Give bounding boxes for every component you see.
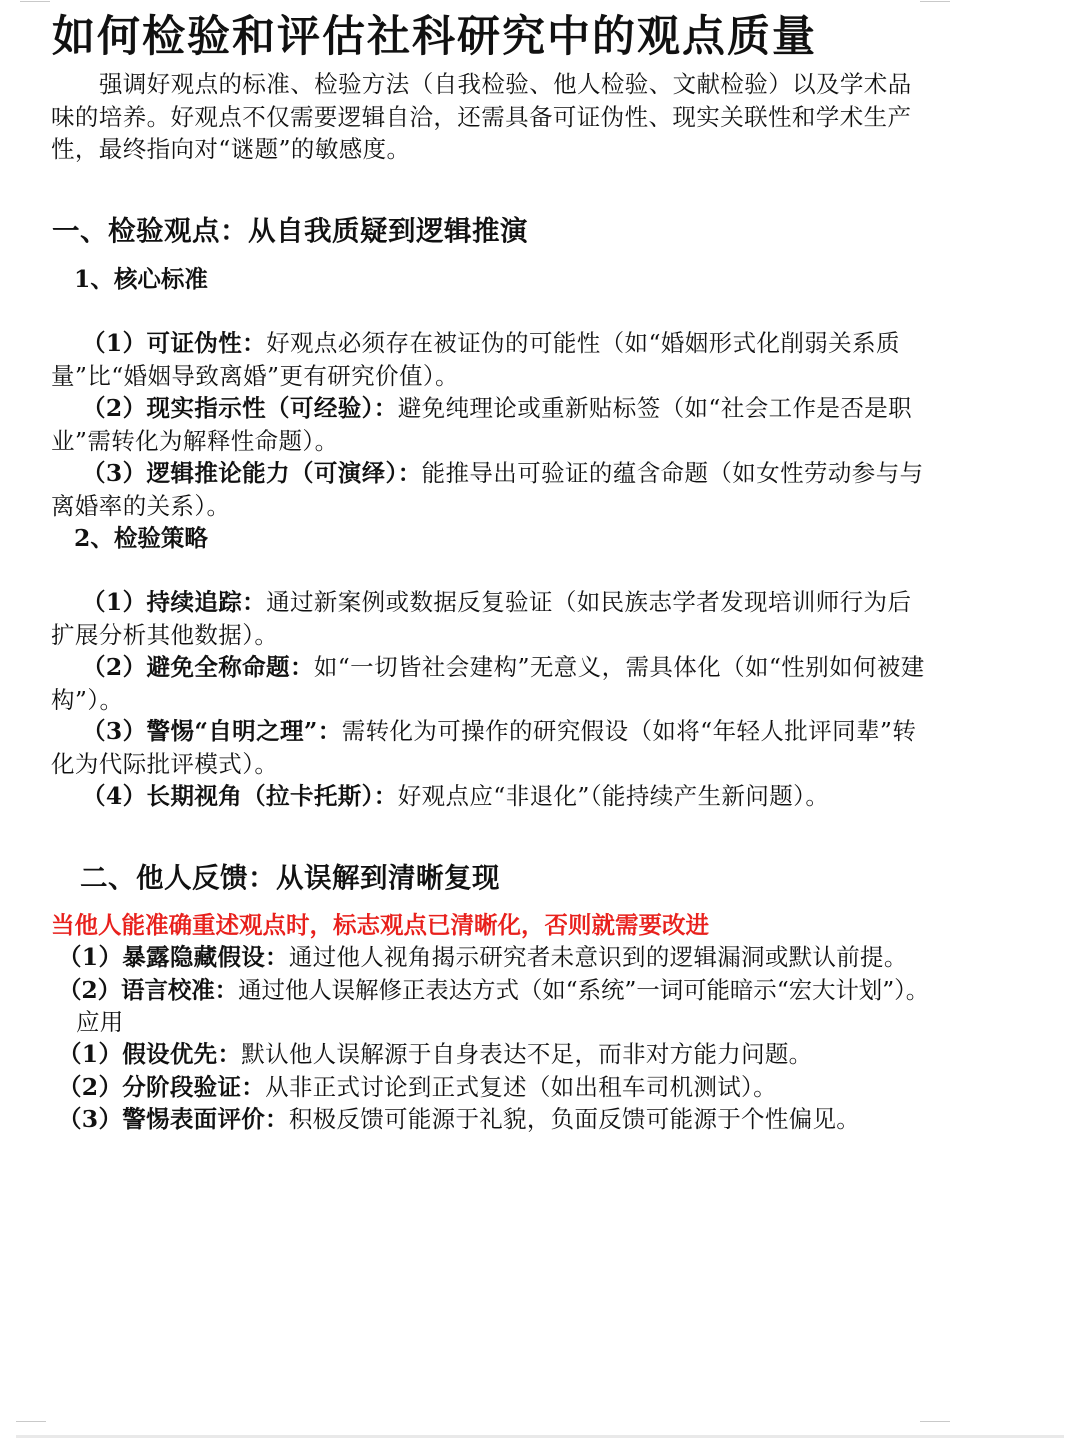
item-label: （1）可证伪性： xyxy=(82,329,267,357)
item-text: 通过他人误解修正表达方式（如“系统”一词可能暗示“宏大计划”）。 xyxy=(238,976,930,1004)
item-label: （1）持续追踪： xyxy=(82,588,267,616)
list-item xyxy=(51,392,931,457)
item-text: 通过他人视角揭示研究者未意识到的逻辑漏洞或默认前提。 xyxy=(288,943,908,971)
section1-heading: 一、检验观点：从自我质疑到逻辑推演 xyxy=(52,215,528,247)
item-label: （3）警惕“自明之理”： xyxy=(82,717,342,745)
intro-paragraph: 强调好观点的标准、检验方法（自我检验、他人检验、文献检验）以及学术品味的培养。好观点不仅需要逻辑自洽，还需具备可证伪性、现实关联性和学术生产性，最终指向对“谜题”的敏感度。 xyxy=(51,70,912,163)
document-title: 如何检验和评估社科研究中的观点质量 xyxy=(52,12,817,62)
crop-mark xyxy=(920,1420,950,1422)
item-text: 通过新案例或数据反复验证（如民族志学者发现培训师行为后扩展分析其他数据）。 xyxy=(51,588,912,649)
list-item xyxy=(51,327,931,392)
item-label: （2）避免全称命题： xyxy=(82,653,314,681)
list-item xyxy=(51,780,931,813)
list-item xyxy=(51,651,931,716)
item-text: 从非正式讨论到正式复述（如出租车司机测试）。 xyxy=(265,1073,777,1101)
item-label: （3）警惕表面评价： xyxy=(58,1105,289,1133)
item-text: 好观点应“非退化”（能持续产生新问题）。 xyxy=(397,782,830,810)
list-item xyxy=(51,457,931,522)
item-text: 默认他人误解源于自身表达不足，而非对方能力问题。 xyxy=(241,1040,813,1068)
list-item xyxy=(58,974,929,1007)
item-label: （1）假设优先： xyxy=(58,1040,242,1068)
item-label: （4）长期视角（拉卡托斯）： xyxy=(82,782,398,810)
item-text: 需转化为可操作的研究假设（如将“年轻人批评同辈”转化为代际批评模式）。 xyxy=(51,717,917,778)
crop-mark xyxy=(20,0,50,2)
list-item xyxy=(58,1071,777,1104)
crop-mark xyxy=(920,0,950,2)
section2-heading: 二、他人反馈：从误解到清晰复现 xyxy=(80,862,500,894)
section1-sub1-heading: 1、核心标准 xyxy=(74,265,208,293)
crop-mark xyxy=(16,1420,46,1422)
list-item xyxy=(51,586,931,651)
item-label: （2）现实指示性（可经验）： xyxy=(82,394,398,422)
item-text: 能推导出可验证的蕴含命题（如女性劳动参与与离婚率的关系）。 xyxy=(51,459,924,520)
list-item xyxy=(58,1038,812,1071)
list-item xyxy=(51,715,931,780)
item-label: （2）分阶段验证： xyxy=(58,1073,266,1101)
apply-heading: 应用 xyxy=(76,1008,124,1036)
item-label: （1）暴露隐藏假设： xyxy=(58,943,289,971)
item-label: （3）逻辑推论能力（可演绎）： xyxy=(82,459,422,487)
list-item xyxy=(58,1103,860,1136)
item-text: 积极反馈可能源于礼貌，负面反馈可能源于个性偏见。 xyxy=(288,1105,861,1133)
highlight-statement: 当他人能准确重述观点时，标志观点已清晰化，否则就需要改进 xyxy=(51,911,709,939)
section1-sub2-heading: 2、检验策略 xyxy=(74,524,208,552)
item-text: 避免纯理论或重新贴标签（如“社会工作是否是职业”需转化为解释性命题）。 xyxy=(51,394,913,455)
item-text: 好观点必须存在被证伪的可能性（如“婚姻形式化削弱关系质量”比“婚姻导致离婚”更有研究价值）。 xyxy=(51,329,900,390)
item-label: （2）语言校准： xyxy=(58,976,239,1004)
page-bottom-edge xyxy=(16,1435,1064,1438)
item-text: 如“一切皆社会建构”无意义，需具体化（如“性别如何被建构”）。 xyxy=(51,653,925,714)
list-item xyxy=(58,941,908,974)
